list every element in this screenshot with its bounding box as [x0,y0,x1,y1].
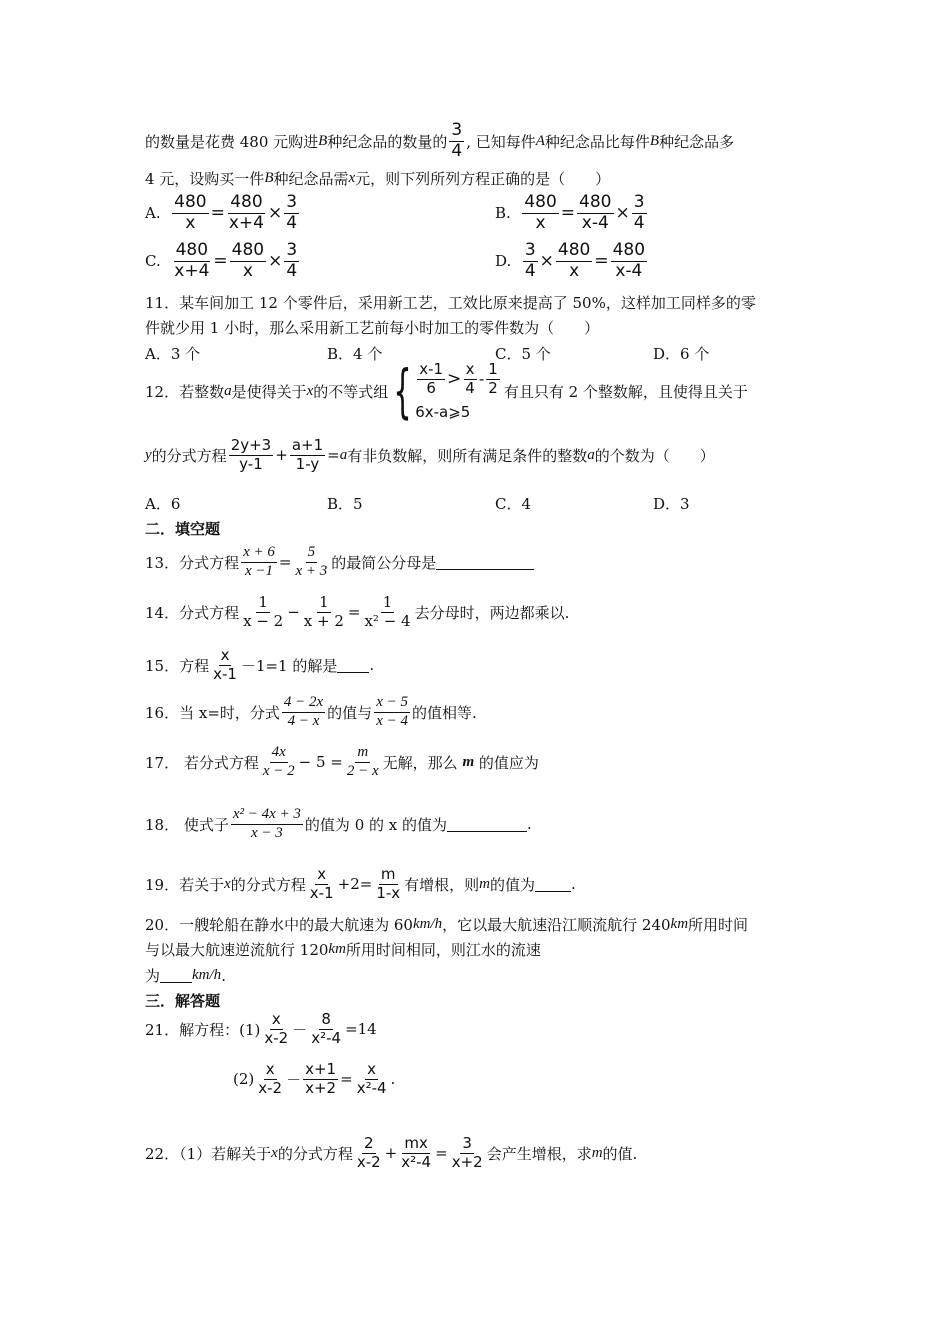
fraction-part: x-2 [258,1078,283,1097]
text-run: + [275,446,288,465]
fraction-part [261,745,297,780]
inequality-system: { $\frac{x-1}{6}$ > $\frac{x}{4}$ - $\frac{1}{2}$ 6x-a⩾5 [393,357,498,426]
fraction-part: x [220,646,230,664]
q15 [145,648,374,683]
fraction-part [345,745,381,780]
fraction-part: 6 [426,378,436,397]
text-run: 的分式方程 [151,446,227,465]
text-run: 是使得关于 [231,382,307,401]
text-run: 15．方程 [145,656,210,675]
text-run: 二．填空题 [145,520,221,538]
q14 [145,595,569,630]
answer-blank[interactable] [337,658,369,673]
text-run: km [670,916,689,932]
q10-option-a[interactable] [145,194,301,233]
text-run: km/h [412,916,443,932]
fraction-part: x − 3 [251,824,283,841]
fraction-part: 5 [306,545,318,563]
fraction-part [231,807,303,842]
q16 [145,695,477,730]
text-run: －1=1 的解是 [240,656,338,675]
fraction-part: x-4 [615,260,643,281]
text-run: 的分式方程 [230,875,306,894]
text-run: 的值. [602,1144,638,1163]
text-run: km/h [192,967,222,983]
fraction-part: x [242,260,253,281]
text-run: 有且只有 2 个整数解，且使得且关于 [503,382,748,401]
fraction-part: x − 5 [374,695,410,713]
text-run: = [435,1144,448,1163]
text: 种纪念品多 [659,132,735,151]
fraction-part: x²-4 [356,1078,387,1097]
q11-line2 [145,317,599,338]
text-run: 的分式方程 [277,1144,353,1163]
fraction-part [229,438,274,473]
text-run: × [268,251,283,272]
text-run: =14 [345,1020,377,1039]
fraction-part: 2 [488,378,498,397]
text-run: 13．分式方程 [145,553,240,572]
text-run: 22．（1）若解关于 [145,1144,272,1163]
q12-option-d[interactable] [653,493,690,514]
fraction-part: x²-4 [401,1152,432,1171]
fraction-part [611,242,647,281]
text-run: 与以最大航速逆流航行 120 [145,941,329,959]
text-run: B．5 [327,495,363,513]
fraction-part: m [355,745,370,763]
fraction-part: x [185,212,196,233]
text-run: × [267,203,283,224]
fraction-part: x+4 [174,260,210,281]
fraction-part: x [569,260,580,281]
answer-blank[interactable] [436,555,534,570]
text-run: 的值为 0 的 x 的值为 [304,815,447,834]
text-run: 20．一艘轮船在静水中的最大航速为 60 [145,916,413,934]
fraction-part: 3 [286,192,298,212]
var-a: A [535,132,545,149]
text-run: m [462,753,475,770]
fraction-part: 1 [319,593,329,611]
text-run: － [292,1020,308,1039]
text-run: = [594,251,609,272]
fraction-part [290,438,325,473]
text-run: a [224,382,232,399]
text-run: 为 [145,967,161,985]
fraction [486,362,500,397]
fraction-part [303,1062,338,1097]
fraction-part: x+2 [451,1152,483,1171]
text-run: x [224,875,231,892]
fraction-part: x − 2 [262,762,295,779]
text-run: y [145,446,152,463]
fraction-part [450,1136,485,1171]
fraction-part: 480 [612,240,646,260]
q13 [145,545,534,580]
q12-option-c[interactable] [495,493,531,514]
fraction-part: 1-y [295,454,320,473]
fraction-part: 1 [488,360,498,378]
fraction-part: 4 [465,378,475,397]
fraction-part: 1 [258,593,268,611]
q20-line1 [145,914,748,935]
fraction-part [256,1062,284,1097]
text: 种纪念品比每件 [544,132,650,151]
fraction-part: x [271,1010,281,1028]
fraction-part: 3 [524,240,536,260]
fraction-part [302,595,346,630]
fraction-part [293,545,329,580]
q12-line2 [145,438,715,473]
fraction-part: x + 2 [303,611,344,630]
fraction-part: x² − 4 [364,611,411,630]
text-run: 21．解方程：(1) [145,1020,261,1039]
q20-line2 [145,939,541,960]
q10-line2 [145,168,610,189]
section-fill-in-title [145,518,220,539]
text-run: 种纪念品需 [273,170,349,188]
text-run: = [560,203,576,224]
text-run: 件就少用 1 小时，那么采用新工艺前每小时加工的零件数为（ ） [145,319,600,337]
text-run: = [210,203,225,224]
text-run: = [213,251,228,272]
fraction-part: x − 2 [243,611,284,630]
fraction-part: 4 − 2x [282,695,325,713]
fraction-part [374,695,410,730]
text-run: 所用时间相同，则江水的流速 [345,941,541,959]
text-run: km [328,941,346,957]
q11-option-b[interactable] [327,343,382,364]
fraction-part: 480 [230,192,263,212]
text-run: 元，则下列所列方程正确的是（ ） [355,170,611,188]
q19 [145,867,576,902]
fraction-part: x+4 [228,212,264,233]
fraction-part: 3 [286,240,298,260]
fraction-part: 480 [174,192,207,212]
text-run: 会产生增根，求 [486,1144,592,1163]
text-run: 所用时间 [688,916,749,934]
fraction-part: x²-4 [311,1028,342,1047]
text-run: . [221,966,226,985]
text-run: . [390,1070,396,1089]
fraction-part: a+1 [291,436,324,454]
text-run: − [287,603,300,622]
fraction-part [211,648,239,683]
fraction-3-4 [449,122,464,161]
text-run: 18． 使式子 [145,815,229,834]
text-run: × [539,251,554,272]
text-run: 有增根，则 [404,875,480,894]
q18 [145,807,532,842]
q20-line3 [145,965,226,986]
q12-option-a[interactable] [145,493,180,514]
fraction-part [362,595,412,630]
text-run: A．3 个 [145,345,201,363]
text-run: A．6 [145,495,181,513]
text-run: = [327,446,340,465]
fraction-part: m [380,865,396,883]
fraction-part: 480 [524,192,557,212]
text-run: = [340,1070,353,1089]
fraction-part: 4 [451,140,463,161]
answer-blank[interactable] [447,817,527,832]
fraction-part: x² − 4x + 3 [231,807,303,825]
text-run: a [339,446,348,463]
fraction-part: 2y+3 [230,436,272,454]
q12-option-b[interactable] [327,493,363,514]
text-run: D．6 个 [653,345,710,363]
fraction-part: 480 [579,192,612,212]
fraction-part: x [265,1060,275,1078]
fraction-part [284,242,299,281]
fraction-part: y-1 [239,454,263,473]
text-run: . [369,656,375,675]
fraction-part [308,867,336,902]
fraction-part: 1-x [376,883,401,902]
fraction-part [172,194,208,233]
fraction-part: x − 4 [376,712,408,729]
fraction-part: 4 [633,212,645,233]
fraction-part [556,242,592,281]
q10-option-d[interactable] [495,242,649,281]
fraction-part: 1 [382,593,393,611]
fraction-part: 4 [286,212,298,233]
text-run: 的个数为（ ） [594,446,715,465]
q11-option-a[interactable] [145,343,200,364]
fraction-part [577,194,613,233]
section-solve-title [145,990,220,1011]
q10-option-c[interactable] [145,242,301,281]
text-run: B [264,170,274,186]
fraction-part: x + 3 [295,562,328,579]
text-run: 的最简公分母是 [331,553,437,572]
text-run: (2) [233,1070,255,1089]
fraction-part: x-1 [419,360,444,378]
fraction-part: x −1 [244,562,273,579]
text-run: 三．解答题 [145,992,221,1010]
fraction-part: 4 [524,260,536,281]
fraction-part: 4x [270,745,288,763]
text-run: A. [145,204,161,223]
answer-blank[interactable] [535,877,571,892]
text: , 已知每件 [466,132,536,151]
text-run: 的值与 [327,703,373,722]
fraction-part [399,1136,433,1171]
text-run: C．4 [495,495,532,513]
fraction-part: 480 [557,240,591,260]
q11-option-c[interactable] [495,343,551,364]
fraction-part [241,545,277,580]
text-run: = [347,603,361,622]
text: 种纪念品的数量的 [327,132,448,151]
text-run: 4 元，设购买一件 [145,170,265,188]
q22 [145,1136,637,1171]
text-run: B．4 个 [327,345,383,363]
fraction-part: x+1 [305,1060,337,1078]
text-run: 17． 若分式方程 [145,753,259,772]
q21-part2 [233,1062,395,1097]
fraction-part [262,1012,290,1047]
text-run: D. [495,252,512,271]
fraction-part [523,242,538,281]
q17 [145,745,539,780]
text-run: 的值相等. [411,703,477,722]
var-b: B [318,132,328,149]
q11-option-d[interactable] [653,343,709,364]
text-run: 的值为 [490,875,536,894]
fraction-part: mx [404,1134,428,1152]
text-run: 19．若关于 [145,875,225,894]
fraction-part: 3 [633,192,645,212]
fraction-part [241,595,285,630]
text-run: 16．当 x=时，分式 [145,703,280,722]
fraction-part: x+2 [305,1078,337,1097]
fraction-part: x [535,212,546,233]
fraction-part: 480 [175,240,209,260]
fraction-part [632,194,647,233]
text-run: . [571,875,576,894]
answer-blank[interactable] [160,968,192,983]
text-run: 的值应为 [478,753,539,772]
text-run: a [587,446,595,463]
text-run: － [286,1070,302,1089]
fraction-part [309,1012,343,1047]
text-run: m [591,1144,603,1161]
var-b: B [649,132,660,149]
text-run: × [615,203,630,224]
text-run: + [384,1144,398,1163]
fraction-part [230,242,266,281]
text-run: x [271,1144,278,1161]
fraction-part [374,867,402,902]
fraction [463,362,477,397]
fraction-part: x-1 [309,883,334,902]
text-run: 去分母时，两边都乘以. [414,603,570,622]
text: 的数量是花费 480 元购进 [145,132,319,151]
q21-part1 [145,1012,377,1047]
text-run: m [479,875,491,892]
text-run: B. [495,204,511,223]
fraction-part: x + 6 [241,545,277,563]
text-run: − 5 = [298,753,343,772]
fraction-part [522,194,558,233]
text-run: = [278,553,292,572]
q10-line1 [145,122,734,161]
fraction-part: 4 − x [287,712,320,729]
fraction-part [282,695,325,730]
fraction [417,362,445,397]
text-run: +2= [337,875,373,894]
fraction-part: x-2 [356,1152,381,1171]
fraction-part: 2 − x [346,762,379,779]
q12-line1 [145,357,748,426]
fraction-part: x [465,360,475,378]
text-run: C. [145,252,161,271]
brace-glyph: { [393,357,412,426]
q11-line1 [145,292,756,313]
fraction-part: 3 [451,120,463,140]
fraction-part [355,1062,389,1097]
text-run: 12．若整数 [145,382,225,401]
text-run: x [306,382,314,399]
fraction-part: 3 [462,1134,472,1152]
fraction-part: 8 [321,1010,331,1028]
text-run: 14．分式方程 [145,603,240,622]
fraction-part [172,242,211,281]
text-run: 有非负数解，则所有满足条件的整数 [347,446,588,465]
fraction-part: 2 [363,1134,374,1152]
text-run: 的不等式组 [313,382,389,401]
fraction-part: x [367,1060,377,1078]
fraction-part [227,194,266,233]
text-run: ，它以最大航速沿江顺流航行 240 [442,916,671,934]
fraction-part: 480 [231,240,265,260]
fraction-part: x-4 [581,212,609,233]
fraction-part [284,194,299,233]
text-run: x [348,170,356,186]
text-run: D．3 [653,495,690,513]
text-run: 11．某车间加工 12 个零件后，采用新工艺，工效比原来提高了 50%，这样加工同样多的零 [145,294,756,312]
text-run: 无解，那么 [382,753,458,772]
fraction-part: 4 [286,260,298,281]
fraction-part: x-2 [264,1028,289,1047]
fraction-part: x [317,865,327,883]
text-run: C．5 个 [495,345,551,363]
text-run: . [527,815,532,834]
fraction-part: x-1 [213,664,237,683]
q10-option-b[interactable] [495,194,649,233]
fraction-part [355,1136,383,1171]
